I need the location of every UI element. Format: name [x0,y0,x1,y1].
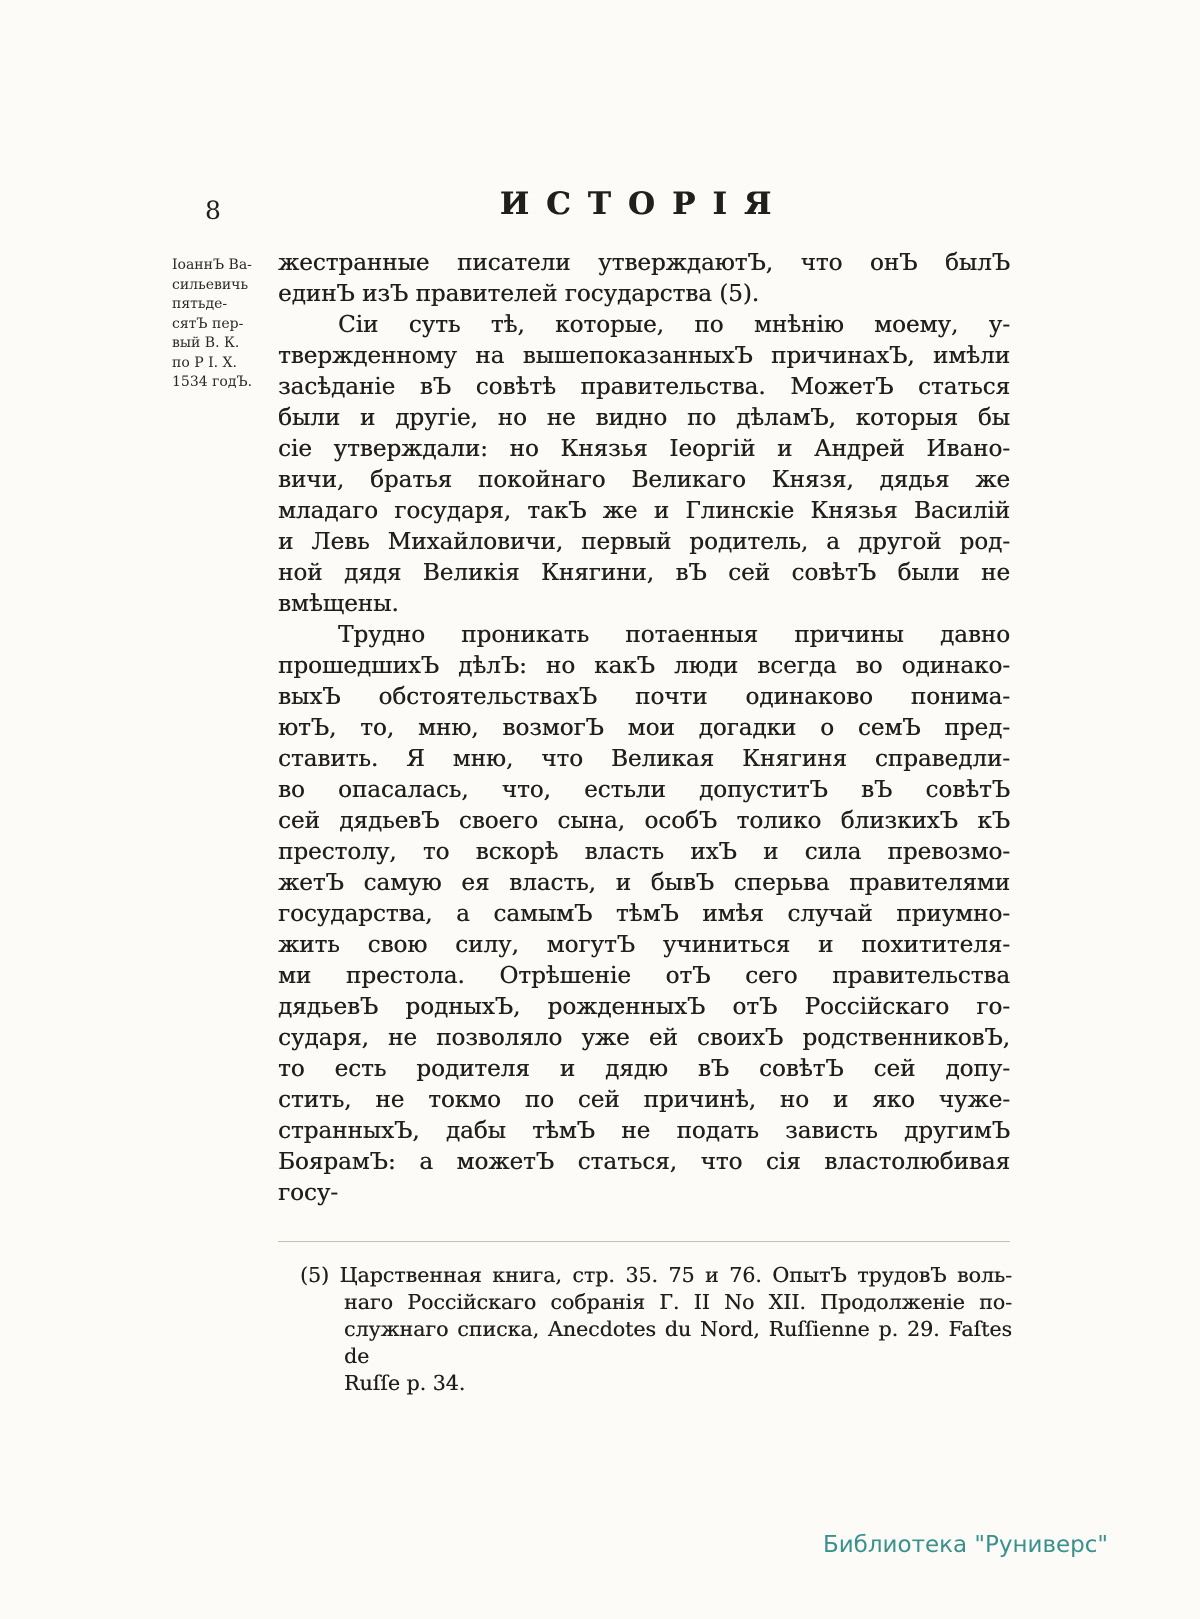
text-line: то есть родителя и дядю вЪ совѣтЪ сей допу- [278,1056,1010,1082]
paragraph [278,620,1010,1178]
footnote-line: наго Россійскаго собранія Г. II No XII. Продолженіе по- [344,1290,1012,1314]
margin-note-line: сятЪ пер- [172,315,244,332]
margin-note-line: по Р І. Х. [172,354,237,371]
margin-note [172,256,276,393]
text-line: стить, не токмо по сей причинѣ, но и яко чуже- [278,1087,1010,1113]
text-line: твержденному на вышепоказанныхЪ причинахЪ, имѣли [278,343,1010,369]
text-line: сей дядьевЪ своего сына, особЪ толико близкихЪ кЪ [278,808,1010,834]
text-line: жить свою силу, могутЪ учиниться и похитителя- [278,932,1010,958]
footnote-divider [278,1241,1010,1242]
text-line: Трудно проникать потаенныя причины давно [338,622,1010,648]
margin-note-line: вый В. К. [172,335,240,351]
margin-note-line: пятьде- [172,296,228,312]
text-line: жетЪ самую ея власть, и бывЪ сперьва правителями [278,870,1010,896]
footnote [300,1262,1012,1397]
text-line: вичи, братья покойнаго Великаго Князя, дядья же [278,467,1010,493]
text-line: выхЪ обстоятельствахЪ почти одинаково понима- [278,684,1010,710]
footnote-line: Ruſſe p. 34. [344,1371,466,1395]
page-number: 8 [205,196,221,225]
text-line: престолу, то вскорѣ власть ихЪ и сила превозмо- [278,839,1010,865]
page-header [175,186,1010,232]
text-line: прошедшихЪ дѣлЪ: но какЪ люди всегда во одинако- [278,653,1010,679]
running-title: ИСТОРІЯ [499,186,789,222]
text-line: во опасалась, что, естьли допуститЪ вЪ совѣтЪ [278,777,1010,803]
text-line: были и другіе, но не видно по дѣламЪ, которыя бы [278,405,1010,431]
footnote-line: служнаго списка, Anecdotes du Nord, Ruſſienne p. 29. Faſtes de [344,1317,1012,1368]
text-line: вмѣщены. [278,591,399,617]
text-line: странныхЪ, дабы тѣмЪ не подать зависть другимЪ [278,1118,1010,1144]
text-line: Сіи суть тѣ, которые, по мнѣнію моему, у- [338,312,1010,338]
margin-note-line: ІоаннЪ Ва- [172,257,252,273]
text-line: ютЪ, то, мню, возмогЪ мои догадки о семЪ пред- [278,715,1010,741]
text-line: БоярамЪ: а можетЪ статься, что сія властолюбивая [278,1149,1010,1175]
text-line: дядьевЪ родныхЪ, рожденныхЪ отЪ Россійскаго го- [278,994,1010,1020]
margin-note-line: сильевичь [172,276,249,293]
text-line: сіе утверждали: но Князья Іеоргій и Андрей Ивано- [278,436,1010,462]
library-watermark: Библиотека "Руниверс" [822,1532,1108,1558]
catchword: госу- [278,1180,339,1206]
main-text-block [278,248,1010,1209]
text-line: единЪ изЪ правителей государства (5). [278,281,760,307]
text-line: и Левь Михайловичи, первый родитель, а другой род- [278,529,1010,555]
text-line: засѣданіе вЪ совѣтѣ правительства. МожетЪ статься [278,374,1010,400]
text-line: ставить. Я мню, что Великая Княгиня справедли- [278,746,1010,772]
paragraph [278,248,1010,310]
text-line: ми престола. Отрѣшеніе отЪ сего правительства [278,963,1010,989]
text-line: младаго государя, такЪ же и Глинскіе Князья Василій [278,498,1010,524]
text-line: государства, а самымЪ тѣмЪ имѣя случай приумно- [278,901,1010,927]
text-line: жестранные писатели утверждаютЪ, что онЪ былЪ [278,250,1010,276]
text-line: ной дядя Великія Княгини, вЪ сей совѣтЪ были не [278,560,1010,586]
footnote-line: (5) Царственная книга, стр. 35. 75 и 76. ОпытЪ трудовЪ воль- [300,1263,1012,1287]
paragraph [278,310,1010,620]
margin-note-line: 1534 годЪ. [172,374,253,390]
text-line: сударя, не позволяло уже ей своихЪ родственниковЪ, [278,1025,1010,1051]
